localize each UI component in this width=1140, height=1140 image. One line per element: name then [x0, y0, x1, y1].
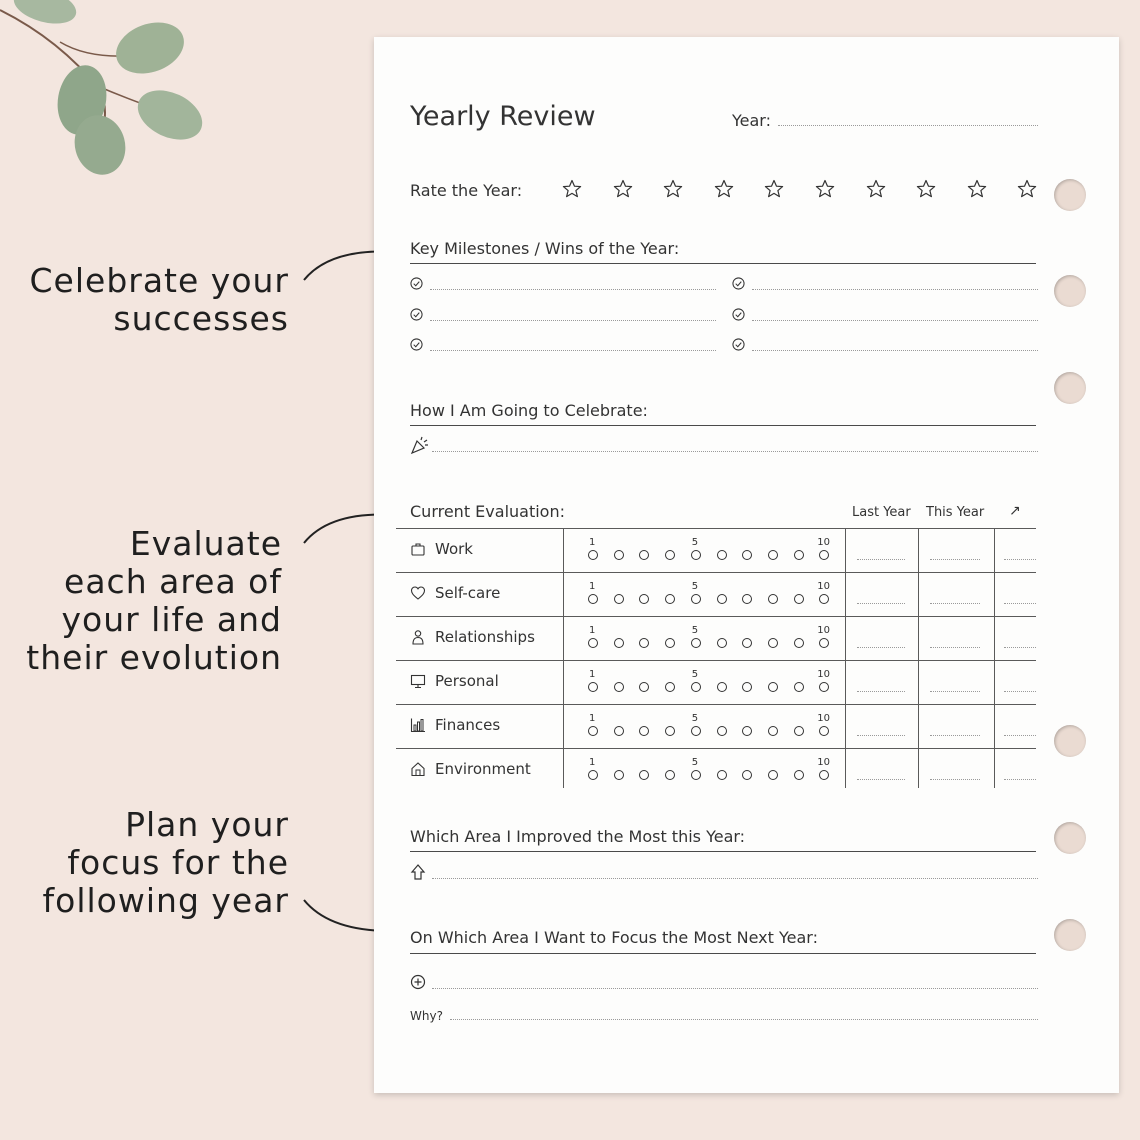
scale-number: 5: [691, 537, 699, 548]
trend-field[interactable]: [1004, 691, 1036, 692]
milestone-field[interactable]: [752, 350, 1038, 351]
rating-circle[interactable]: [614, 550, 624, 560]
rating-circle[interactable]: [588, 594, 598, 604]
eucalyptus-decoration: [0, 0, 220, 190]
rating-circle[interactable]: [794, 726, 804, 736]
rating-star-icon[interactable]: [663, 179, 683, 199]
celebrate-rule: [410, 425, 1036, 426]
callout-evaluate: [0, 525, 282, 677]
rating-circle[interactable]: [614, 770, 624, 780]
trend-field[interactable]: [1004, 603, 1036, 604]
rating-circle[interactable]: [819, 550, 829, 560]
plus-circle-icon: [410, 974, 426, 990]
trend-field[interactable]: [1004, 559, 1036, 560]
rating-circle[interactable]: [794, 638, 804, 648]
checkmark-circle-icon[interactable]: [732, 308, 745, 321]
rating-star-icon[interactable]: [1017, 179, 1037, 199]
rating-circle[interactable]: [691, 770, 701, 780]
rate-label: Rate the Year:: [410, 181, 523, 200]
monitor-icon: [410, 673, 426, 689]
binder-hole: [1054, 725, 1086, 757]
table-row-divider: [396, 748, 1036, 749]
table-row-divider: [396, 704, 1036, 705]
scale-number: 10: [817, 757, 831, 768]
rating-circle[interactable]: [665, 550, 675, 560]
scale-number: 1: [589, 757, 596, 768]
rating-circle[interactable]: [691, 638, 701, 648]
rating-circle[interactable]: [742, 682, 752, 692]
binder-hole: [1054, 822, 1086, 854]
trend-field[interactable]: [1004, 779, 1036, 780]
table-row-divider: [396, 660, 1036, 661]
last-year-field[interactable]: [857, 779, 905, 780]
briefcase-icon: [410, 541, 426, 557]
table-row-divider: [396, 572, 1036, 573]
this-year-field[interactable]: [930, 691, 980, 692]
rating-circle[interactable]: [665, 770, 675, 780]
planner-page: [374, 37, 1119, 1093]
area-label: Work: [435, 540, 473, 558]
rating-circle[interactable]: [717, 770, 727, 780]
evaluation-row-label: [410, 540, 473, 558]
scale-number: 1: [589, 713, 596, 724]
year-field[interactable]: [778, 125, 1038, 126]
rating-circle[interactable]: [717, 726, 727, 736]
rating-circle[interactable]: [717, 682, 727, 692]
scale-number: 5: [691, 713, 699, 724]
callout-line: each area of: [64, 562, 282, 601]
table-column-divider: [918, 528, 919, 788]
rating-star-icon[interactable]: [967, 179, 987, 199]
table-row-divider: [396, 528, 1036, 529]
rating-circle[interactable]: [742, 594, 752, 604]
rating-circle[interactable]: [614, 726, 624, 736]
milestone-field[interactable]: [752, 289, 1038, 290]
milestone-field[interactable]: [752, 320, 1038, 321]
rating-circle[interactable]: [819, 594, 829, 604]
trend-field[interactable]: [1004, 735, 1036, 736]
bar-chart-icon: [410, 717, 426, 733]
rating-circle[interactable]: [639, 770, 649, 780]
this-year-field[interactable]: [930, 735, 980, 736]
table-column-divider: [994, 528, 995, 788]
rating-circle[interactable]: [691, 682, 701, 692]
callout-line: their evolution: [26, 638, 282, 677]
rating-circle[interactable]: [819, 726, 829, 736]
home-icon: [410, 761, 426, 777]
scale-number: 5: [691, 669, 699, 680]
callout-plan: [0, 806, 289, 920]
rating-circle[interactable]: [717, 638, 727, 648]
rating-circle[interactable]: [691, 726, 701, 736]
checkmark-circle-icon[interactable]: [410, 338, 423, 351]
rating-star-icon[interactable]: [916, 179, 936, 199]
area-label: Personal: [435, 672, 499, 690]
rating-star-icon[interactable]: [764, 179, 784, 199]
rating-star-icon[interactable]: [613, 179, 633, 199]
binder-hole: [1054, 919, 1086, 951]
milestone-field[interactable]: [430, 320, 716, 321]
rating-circle[interactable]: [639, 594, 649, 604]
rating-circle[interactable]: [768, 770, 778, 780]
rating-circle[interactable]: [614, 682, 624, 692]
rating-circle[interactable]: [588, 726, 598, 736]
trend-field[interactable]: [1004, 647, 1036, 648]
checkmark-circle-icon[interactable]: [410, 308, 423, 321]
table-row-divider: [396, 616, 1036, 617]
evaluation-row-label: [410, 716, 500, 734]
rating-circle[interactable]: [768, 638, 778, 648]
rating-circle[interactable]: [768, 682, 778, 692]
scale-number: 10: [817, 713, 831, 724]
scale-number: 5: [691, 625, 699, 636]
col-this-year: This Year: [926, 505, 985, 520]
rating-circle[interactable]: [588, 682, 598, 692]
evaluation-row-label: [410, 760, 531, 778]
arrow-up-icon: [410, 863, 426, 881]
rating-circle[interactable]: [588, 550, 598, 560]
this-year-field[interactable]: [930, 647, 980, 648]
page-title: Yearly Review: [410, 101, 596, 132]
evaluation-row-label: [410, 584, 500, 602]
celebrate-label: How I Am Going to Celebrate:: [410, 401, 648, 420]
evaluation-row-label: [410, 672, 499, 690]
area-label: Self-care: [435, 584, 501, 602]
rating-circle[interactable]: [768, 726, 778, 736]
evaluation-row-label: [410, 628, 535, 646]
scale-number: 10: [817, 625, 831, 636]
rating-circle[interactable]: [691, 550, 701, 560]
improved-field[interactable]: [432, 878, 1038, 879]
improved-label: Which Area I Improved the Most this Year:: [410, 827, 746, 846]
scale-number: 1: [589, 669, 596, 680]
scale-number: 5: [691, 581, 699, 592]
rating-circle[interactable]: [665, 594, 675, 604]
rating-star-icon[interactable]: [714, 179, 734, 199]
callout-line: focus for the: [67, 843, 289, 882]
rating-circle[interactable]: [665, 638, 675, 648]
callout-line: successes: [113, 299, 289, 338]
rating-circle[interactable]: [639, 550, 649, 560]
callout-celebrate: [0, 262, 289, 338]
rating-circle[interactable]: [794, 550, 804, 560]
rating-circle[interactable]: [639, 638, 649, 648]
checkmark-circle-icon[interactable]: [732, 277, 745, 290]
checkmark-circle-icon[interactable]: [732, 338, 745, 351]
rating-star-icon[interactable]: [562, 179, 582, 199]
binder-hole: [1054, 179, 1086, 211]
table-column-divider: [563, 528, 564, 788]
callout-line: Plan your: [125, 805, 289, 844]
celebrate-field[interactable]: [432, 451, 1038, 452]
milestone-field[interactable]: [430, 350, 716, 351]
rating-circle[interactable]: [717, 594, 727, 604]
rating-circle[interactable]: [794, 594, 804, 604]
rating-star-icon[interactable]: [815, 179, 835, 199]
last-year-field[interactable]: [857, 735, 905, 736]
rating-circle[interactable]: [717, 550, 727, 560]
rating-circle[interactable]: [742, 638, 752, 648]
scale-number: 10: [817, 537, 831, 548]
this-year-field[interactable]: [930, 603, 980, 604]
last-year-field[interactable]: [857, 603, 905, 604]
callout-line: your life and: [61, 600, 282, 639]
scale-number: 10: [817, 669, 831, 680]
rating-star-icon[interactable]: [866, 179, 886, 199]
scale-number: 5: [691, 757, 699, 768]
heart-icon: [410, 585, 426, 601]
focus-rule: [410, 953, 1036, 954]
rating-circle[interactable]: [665, 726, 675, 736]
rating-circle[interactable]: [742, 726, 752, 736]
rating-circle[interactable]: [819, 682, 829, 692]
rating-circle[interactable]: [588, 638, 598, 648]
area-label: Environment: [435, 760, 531, 778]
scale-number: 1: [589, 625, 596, 636]
checkmark-circle-icon[interactable]: [410, 277, 423, 290]
rating-circle[interactable]: [665, 682, 675, 692]
rating-circle[interactable]: [819, 770, 829, 780]
this-year-field[interactable]: [930, 779, 980, 780]
scale-number: 10: [817, 581, 831, 592]
why-field[interactable]: [450, 1019, 1038, 1020]
rating-circle[interactable]: [691, 594, 701, 604]
rating-circle[interactable]: [639, 726, 649, 736]
binder-hole: [1054, 275, 1086, 307]
area-label: Relationships: [435, 628, 535, 646]
callout-line: following year: [42, 881, 289, 920]
scale-number: 1: [589, 537, 596, 548]
rating-circle[interactable]: [614, 594, 624, 604]
person-icon: [410, 629, 426, 645]
focus-field[interactable]: [432, 988, 1038, 989]
milestones-label: Key Milestones / Wins of the Year:: [410, 239, 680, 258]
col-last-year: Last Year: [852, 505, 911, 520]
rating-circle[interactable]: [588, 770, 598, 780]
rating-circle[interactable]: [794, 682, 804, 692]
milestone-field[interactable]: [430, 289, 716, 290]
rating-circle[interactable]: [768, 594, 778, 604]
year-label: Year:: [732, 111, 771, 130]
callout-line: Celebrate your: [29, 261, 289, 300]
rating-circle[interactable]: [819, 638, 829, 648]
col-trend: ↗: [1009, 503, 1021, 519]
rating-circle[interactable]: [742, 550, 752, 560]
rating-circle[interactable]: [614, 638, 624, 648]
rating-circle[interactable]: [639, 682, 649, 692]
party-popper-icon: [410, 435, 430, 455]
last-year-field[interactable]: [857, 691, 905, 692]
focus-label: On Which Area I Want to Focus the Most Next Year:: [410, 928, 818, 947]
callout-line: Evaluate: [129, 524, 282, 563]
last-year-field[interactable]: [857, 647, 905, 648]
rating-circle[interactable]: [742, 770, 752, 780]
why-label: Why?: [410, 1009, 443, 1023]
rating-circle[interactable]: [768, 550, 778, 560]
binder-hole: [1054, 372, 1086, 404]
table-column-divider: [845, 528, 846, 788]
improved-rule: [410, 851, 1036, 852]
area-label: Finances: [435, 716, 501, 734]
last-year-field[interactable]: [857, 559, 905, 560]
this-year-field[interactable]: [930, 559, 980, 560]
rating-circle[interactable]: [794, 770, 804, 780]
milestones-rule: [410, 263, 1036, 264]
evaluation-label: Current Evaluation:: [410, 502, 565, 521]
scale-number: 1: [589, 581, 596, 592]
